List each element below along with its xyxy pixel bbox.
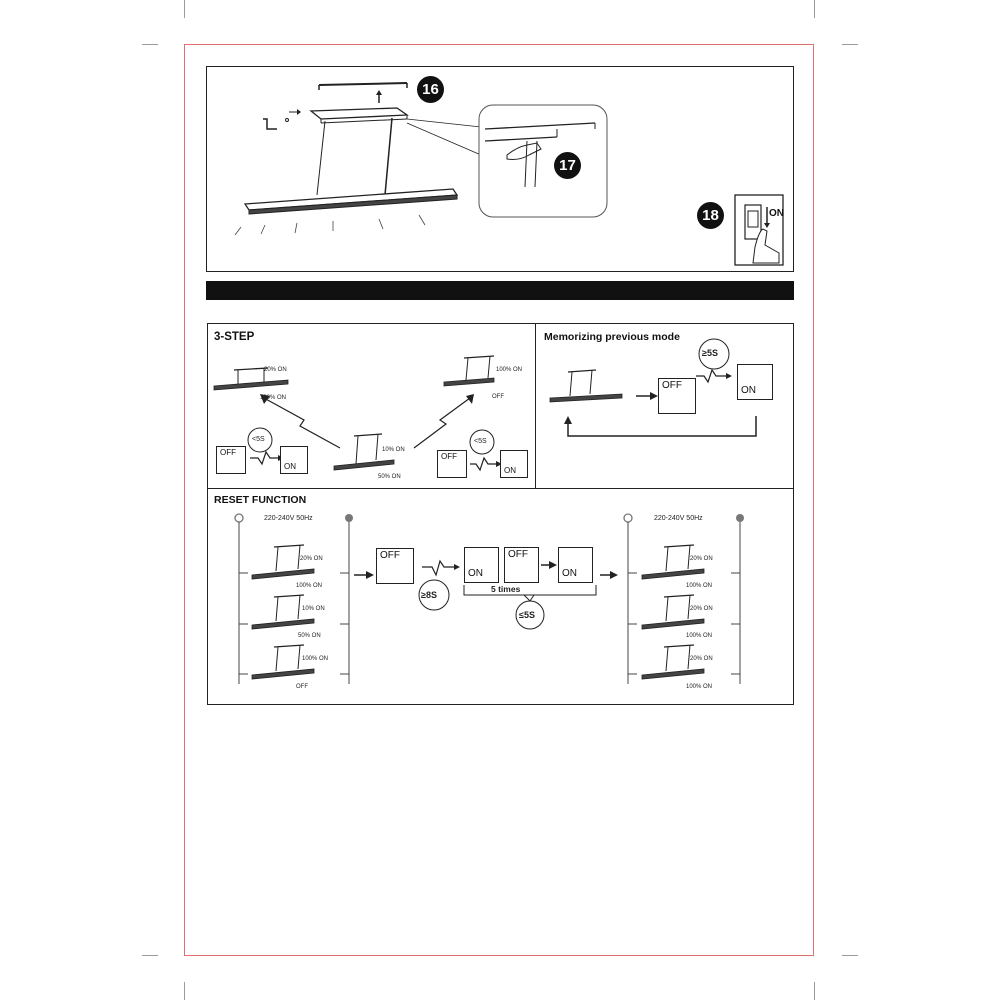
lamp3-top-label: 100% ON	[496, 367, 523, 373]
memorize-title: Memorizing previous mode	[544, 331, 680, 343]
off-label: OFF	[441, 452, 457, 461]
off-label: OFF	[662, 380, 682, 391]
on-label: ON	[284, 462, 296, 471]
three-step-title: 3-STEP	[214, 331, 255, 343]
three-step-timer-left: <5S	[252, 436, 265, 443]
reset-title: RESET FUNCTION	[214, 494, 307, 506]
step-16-badge: 16	[417, 76, 444, 103]
reset-timer-short: ≤5S	[519, 610, 535, 620]
trim-mark	[842, 955, 858, 956]
reset-times-label: 5 times	[491, 584, 521, 594]
three-step-on-switch-left	[280, 446, 308, 474]
lamp2-top-label: 10% ON	[382, 447, 405, 453]
installation-illustration	[207, 67, 795, 273]
on-label: ON	[741, 385, 756, 396]
step-17-badge: 17	[554, 152, 581, 179]
three-step-illustration	[208, 324, 538, 491]
reset-right-lamp1-top: 20% ON	[690, 556, 713, 562]
off-label: OFF	[380, 550, 400, 561]
reset-right-lamp3-top: 20% ON	[690, 656, 713, 662]
memorize-panel	[535, 323, 794, 490]
reset-panel	[207, 488, 794, 705]
three-step-off-switch-left	[216, 446, 246, 474]
lamp1-bottom-label: 100% ON	[260, 395, 287, 401]
three-step-panel	[207, 323, 537, 490]
reset-on-switch-2	[558, 547, 593, 583]
reset-off-switch-1	[376, 548, 414, 584]
reset-right-lamp1-bottom: 100% ON	[686, 583, 713, 589]
trim-mark	[814, 982, 815, 1000]
reset-left-lamp2-top: 10% ON	[302, 606, 325, 612]
on-label: ON	[504, 466, 516, 475]
reset-left-lamp2-bottom: 50% ON	[298, 633, 321, 639]
trim-mark	[142, 44, 158, 45]
reset-left-lamp3-bottom: OFF	[296, 684, 308, 690]
lamp1-top-label: 20% ON	[264, 367, 287, 373]
off-label: OFF	[220, 448, 236, 457]
memorize-timer: ≥5S	[702, 348, 718, 358]
memorize-off-switch	[658, 378, 696, 414]
reset-right-lamp2-top: 20% ON	[690, 606, 713, 612]
reset-right-lamp3-bottom: 100% ON	[686, 684, 713, 690]
reset-timer-long: ≥8S	[421, 590, 437, 600]
memorize-on-switch	[737, 364, 773, 400]
trim-mark	[814, 0, 815, 18]
trim-mark	[842, 44, 858, 45]
reset-right-lamp2-bottom: 100% ON	[686, 633, 713, 639]
section-divider-bar	[206, 281, 794, 300]
trim-mark	[184, 0, 185, 18]
three-step-off-switch-right	[437, 450, 467, 478]
trim-mark	[142, 955, 158, 956]
reset-left-lamp1-bottom: 100% ON	[296, 583, 323, 589]
three-step-on-switch-right	[500, 450, 528, 478]
three-step-timer-right: <5S	[474, 438, 487, 445]
reset-left-lamp3-top: 100% ON	[302, 656, 329, 662]
switch-on-label: ON	[769, 208, 784, 219]
reset-left-lamp1-top: 20% ON	[300, 556, 323, 562]
on-label: ON	[562, 568, 577, 579]
voltage-label-left: 220-240V 50Hz	[264, 515, 313, 522]
lamp3-bottom-label: OFF	[492, 394, 504, 400]
voltage-label-right: 220-240V 50Hz	[654, 515, 703, 522]
off-label: OFF	[508, 549, 528, 560]
step-18-badge: 18	[697, 202, 724, 229]
lamp2-bottom-label: 50% ON	[378, 474, 401, 480]
installation-panel	[206, 66, 794, 272]
trim-mark	[184, 982, 185, 1000]
reset-on-switch-1	[464, 547, 499, 583]
on-label: ON	[468, 568, 483, 579]
reset-off-switch-2	[504, 547, 539, 583]
